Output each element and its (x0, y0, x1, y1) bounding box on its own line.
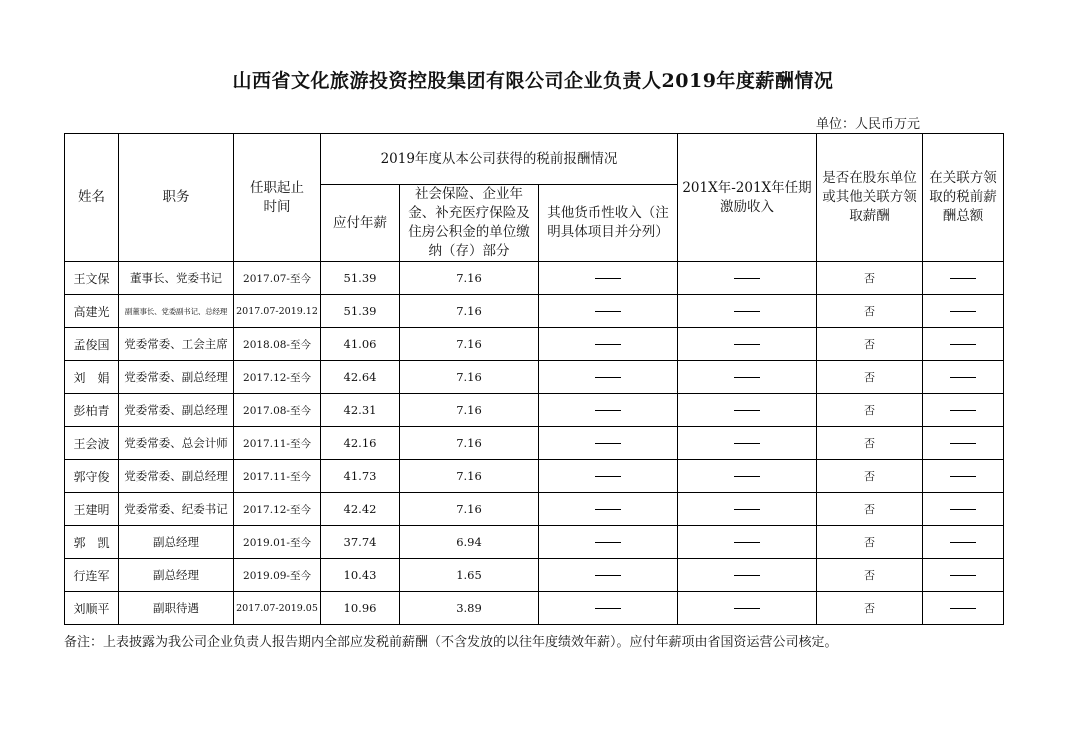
position-cell: 党委常委、纪委书记 (119, 493, 234, 526)
header-shareholder: 是否在股东单位或其他关联方领取薪酬 (817, 134, 923, 262)
empty-dash (950, 608, 976, 609)
empty-dash (950, 344, 976, 345)
empty-dash (595, 311, 621, 312)
footnote: 备注：上表披露为我公司企业负责人报告期内全部应发税前薪酬（不含发放的以往年度绩效年薪）。应付年薪项由省国资运营公司核定。 (64, 635, 838, 650)
insurance-cell: 7.16 (400, 493, 539, 526)
name-cell: 行连军 (65, 559, 119, 592)
table-row (65, 262, 1004, 295)
incentive-cell (678, 394, 817, 427)
insurance-cell: 7.16 (400, 262, 539, 295)
empty-dash (595, 410, 621, 411)
shareholder-cell: 否 (817, 592, 923, 625)
table-row (65, 559, 1004, 592)
incentive-cell (678, 460, 817, 493)
related-total-cell (923, 526, 1004, 559)
shareholder-cell: 否 (817, 262, 923, 295)
salary-table (64, 133, 1004, 625)
header-term: 任职起止时间 (234, 134, 321, 262)
other-income-cell (539, 328, 678, 361)
empty-dash (734, 344, 760, 345)
shareholder-cell: 否 (817, 361, 923, 394)
empty-dash (595, 575, 621, 576)
salary-cell: 51.39 (321, 295, 400, 328)
table-row (65, 460, 1004, 493)
empty-dash (595, 443, 621, 444)
other-income-cell (539, 295, 678, 328)
term-cell: 2019.01-至今 (234, 526, 321, 559)
empty-dash (595, 377, 621, 378)
term-cell: 2017.11-至今 (234, 427, 321, 460)
term-cell: 2017.11-至今 (234, 460, 321, 493)
empty-dash (950, 278, 976, 279)
salary-cell: 41.06 (321, 328, 400, 361)
table-row (65, 427, 1004, 460)
term-cell: 2018.08-至今 (234, 328, 321, 361)
other-income-cell (539, 526, 678, 559)
insurance-cell: 1.65 (400, 559, 539, 592)
incentive-cell (678, 592, 817, 625)
position-cell: 董事长、党委书记 (119, 262, 234, 295)
incentive-cell (678, 361, 817, 394)
position-cell: 党委常委、副总经理 (119, 361, 234, 394)
empty-dash (734, 311, 760, 312)
insurance-cell: 7.16 (400, 394, 539, 427)
header-incentive: 201X年-201X年任期激励收入 (678, 134, 817, 262)
term-cell: 2017.12-至今 (234, 361, 321, 394)
insurance-cell: 7.16 (400, 328, 539, 361)
table-row (65, 592, 1004, 625)
incentive-cell (678, 262, 817, 295)
related-total-cell (923, 559, 1004, 592)
table-body (65, 262, 1004, 625)
empty-dash (595, 542, 621, 543)
shareholder-cell: 否 (817, 493, 923, 526)
empty-dash (734, 476, 760, 477)
other-income-cell (539, 262, 678, 295)
position-cell: 党委常委、副总经理 (119, 394, 234, 427)
salary-cell: 41.73 (321, 460, 400, 493)
term-cell: 2017.07-2019.05 (234, 592, 321, 625)
shareholder-cell: 否 (817, 295, 923, 328)
table-row (65, 295, 1004, 328)
name-cell: 彭柏青 (65, 394, 119, 427)
related-total-cell (923, 295, 1004, 328)
salary-cell: 42.31 (321, 394, 400, 427)
position-cell: 党委常委、副总经理 (119, 460, 234, 493)
insurance-cell: 3.89 (400, 592, 539, 625)
incentive-cell (678, 295, 817, 328)
empty-dash (595, 344, 621, 345)
name-cell: 郭 凯 (65, 526, 119, 559)
name-cell: 刘顺平 (65, 592, 119, 625)
table-row (65, 328, 1004, 361)
name-cell: 王文保 (65, 262, 119, 295)
position-cell: 副职待遇 (119, 592, 234, 625)
salary-cell: 42.64 (321, 361, 400, 394)
other-income-cell (539, 460, 678, 493)
name-cell: 刘 娟 (65, 361, 119, 394)
empty-dash (734, 542, 760, 543)
related-total-cell (923, 262, 1004, 295)
name-cell: 郭守俊 (65, 460, 119, 493)
term-cell: 2019.09-至今 (234, 559, 321, 592)
empty-dash (950, 575, 976, 576)
header-group: 2019年度从本公司获得的税前报酬情况 (321, 134, 678, 185)
related-total-cell (923, 328, 1004, 361)
name-cell: 高建光 (65, 295, 119, 328)
shareholder-cell: 否 (817, 394, 923, 427)
salary-cell: 42.16 (321, 427, 400, 460)
shareholder-cell: 否 (817, 427, 923, 460)
other-income-cell (539, 427, 678, 460)
header-other: 其他货币性收入（注明具体项目并分列） (539, 185, 678, 262)
related-total-cell (923, 460, 1004, 493)
name-cell: 王会波 (65, 427, 119, 460)
other-income-cell (539, 559, 678, 592)
shareholder-cell: 否 (817, 328, 923, 361)
related-total-cell (923, 361, 1004, 394)
empty-dash (595, 278, 621, 279)
salary-cell: 10.43 (321, 559, 400, 592)
header-name: 姓名 (65, 134, 119, 262)
empty-dash (734, 575, 760, 576)
position-cell: 党委常委、工会主席 (119, 328, 234, 361)
insurance-cell: 7.16 (400, 361, 539, 394)
term-cell: 2017.12-至今 (234, 493, 321, 526)
term-cell: 2017.07-2019.12 (234, 295, 321, 328)
salary-cell: 42.42 (321, 493, 400, 526)
term-cell: 2017.07-至今 (234, 262, 321, 295)
incentive-cell (678, 328, 817, 361)
table-row (65, 361, 1004, 394)
salary-cell: 10.96 (321, 592, 400, 625)
unit-label: 单位：人民币万元 (816, 117, 921, 132)
other-income-cell (539, 361, 678, 394)
shareholder-cell: 否 (817, 460, 923, 493)
empty-dash (595, 476, 621, 477)
other-income-cell (539, 592, 678, 625)
related-total-cell (923, 427, 1004, 460)
empty-dash (950, 542, 976, 543)
empty-dash (734, 278, 760, 279)
insurance-cell: 7.16 (400, 427, 539, 460)
related-total-cell (923, 592, 1004, 625)
salary-cell: 37.74 (321, 526, 400, 559)
related-total-cell (923, 394, 1004, 427)
empty-dash (734, 509, 760, 510)
table-row (65, 394, 1004, 427)
empty-dash (734, 377, 760, 378)
incentive-cell (678, 427, 817, 460)
shareholder-cell: 否 (817, 559, 923, 592)
incentive-cell (678, 559, 817, 592)
insurance-cell: 7.16 (400, 295, 539, 328)
insurance-cell: 7.16 (400, 460, 539, 493)
position-cell: 党委常委、总会计师 (119, 427, 234, 460)
page-title: 山西省文化旅游投资控股集团有限公司企业负责人2019年度薪酬情况 (232, 70, 834, 92)
table-row (65, 493, 1004, 526)
empty-dash (734, 608, 760, 609)
empty-dash (595, 608, 621, 609)
position-cell: 副总经理 (119, 559, 234, 592)
header-position: 职务 (119, 134, 234, 262)
empty-dash (950, 476, 976, 477)
position-cell: 副总经理 (119, 526, 234, 559)
term-cell: 2017.08-至今 (234, 394, 321, 427)
shareholder-cell: 否 (817, 526, 923, 559)
insurance-cell: 6.94 (400, 526, 539, 559)
name-cell: 王建明 (65, 493, 119, 526)
header-related: 在关联方领取的税前薪酬总额 (923, 134, 1004, 262)
empty-dash (734, 443, 760, 444)
empty-dash (950, 377, 976, 378)
empty-dash (734, 410, 760, 411)
header-salary: 应付年薪 (321, 185, 400, 262)
empty-dash (950, 509, 976, 510)
other-income-cell (539, 493, 678, 526)
incentive-cell (678, 493, 817, 526)
related-total-cell (923, 493, 1004, 526)
header-insurance: 社会保险、企业年金、补充医疗保险及住房公积金的单位缴纳（存）部分 (400, 185, 539, 262)
empty-dash (595, 509, 621, 510)
empty-dash (950, 443, 976, 444)
empty-dash (950, 311, 976, 312)
table-row (65, 526, 1004, 559)
position-cell: 副董事长、党委副书记、总经理 (119, 295, 234, 328)
incentive-cell (678, 526, 817, 559)
name-cell: 孟俊国 (65, 328, 119, 361)
empty-dash (950, 410, 976, 411)
salary-cell: 51.39 (321, 262, 400, 295)
other-income-cell (539, 394, 678, 427)
